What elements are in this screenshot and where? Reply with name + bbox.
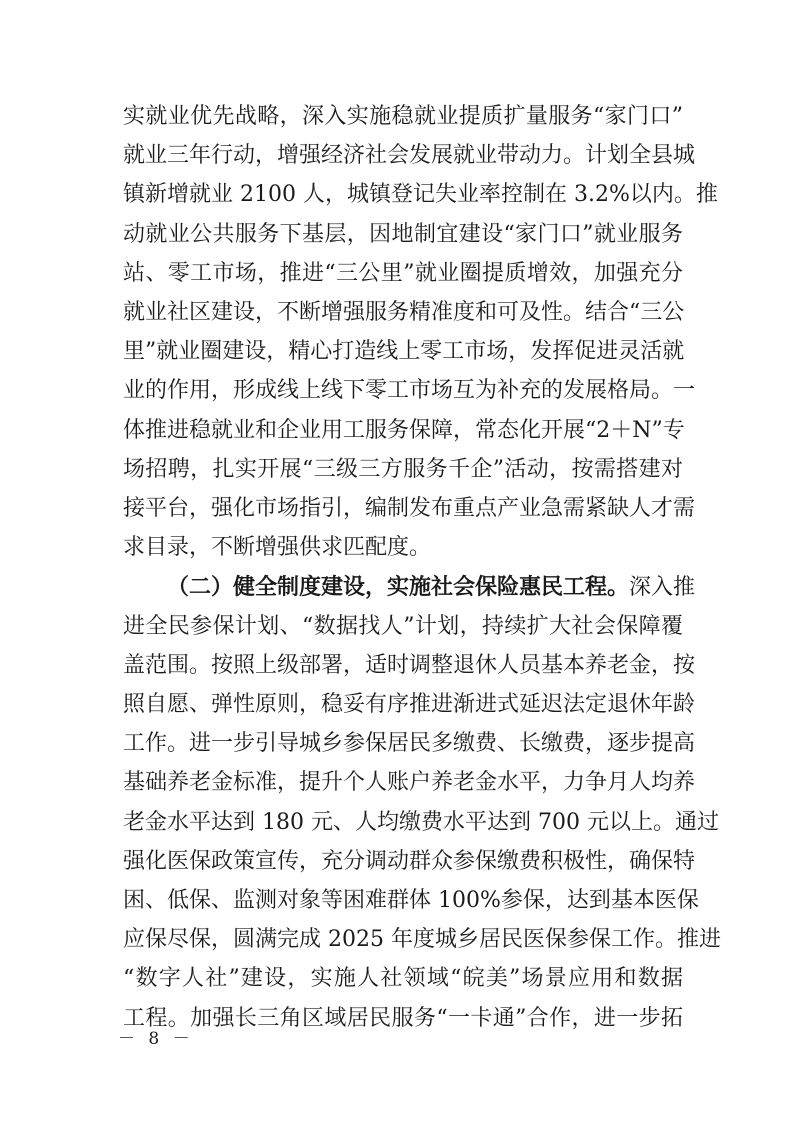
section-first-line (123, 569, 696, 605)
text-line: 就业社区建设，不断增强服务精准度和可及性。结合“三公 (123, 300, 685, 325)
text-line: 业的作用，形成线上线下零工市场互为补充的发展格局。一 (123, 378, 696, 403)
section-first-line-text: 深入推 (629, 575, 696, 600)
text-line: 工程。加强长三角区域居民服务“一卡通”合作，进一步拓 (123, 1006, 683, 1031)
section-heading: （二）健全制度建设，实施社会保险惠民工程。 (167, 574, 630, 600)
text-line: 体推进稳就业和企业用工服务保障，常态化开展“2＋N”专 (123, 418, 685, 443)
text-line: 工作。进一步引导城乡参保居民多缴费、长缴费，逐步提高 (123, 731, 696, 756)
text-line: 实就业优先战略，深入实施稳就业提质扩量服务“家门口” (123, 104, 683, 129)
text-line: 盖范围。按照上级部署，适时调整退休人员基本养老金，按 (123, 653, 696, 678)
text-line: 照自愿、弹性原则，稳妥有序推进渐进式延迟法定退休年龄 (123, 692, 696, 717)
text-line: 强化医保政策宣传，充分调动群众参保缴费积极性，确保特 (123, 849, 696, 874)
text-line: 动就业公共服务下基层，因地制宜建设“家门口”就业服务 (123, 222, 683, 247)
text-line: 站、零工市场，推进“三公里”就业圈提质增效，加强充分 (123, 261, 683, 286)
text-line: 进全民参保计划、“数据找人”计划，持续扩大社会保障覆 (123, 614, 683, 639)
text-line: 应保尽保，圆满完成 2025 年度城乡居民医保参保工作。推进 (123, 927, 721, 952)
text-line: 老金水平达到 180 元、人均缴费水平达到 700 元以上。通过 (123, 810, 719, 835)
text-line: 求目录，不断增强供求匹配度。 (123, 535, 432, 560)
page-number: － 8 － (118, 1029, 194, 1049)
text-line: 里”就业圈建设，精心打造线上零工市场，发挥促进灵活就 (123, 339, 685, 364)
text-line: 基础养老金标准，提升个人账户养老金水平，力争月人均养 (123, 770, 696, 795)
text-line: 镇新增就业 2100 人，城镇登记失业率控制在 3.2%以内。推 (123, 182, 718, 207)
text-line: 就业三年行动，增强经济社会发展就业带动力。计划全县城 (123, 143, 696, 168)
text-line: 场招聘，扎实开展“三级三方服务千企”活动，按需搭建对 (123, 457, 683, 482)
text-line: “数字人社”建设，实施人社领域“皖美”场景应用和数据 (123, 966, 683, 991)
text-line: 接平台，强化市场指引，编制发布重点产业急需紧缺人才需 (123, 496, 696, 521)
text-line: 困、低保、监测对象等困难群体 100%参保，达到基本医保 (123, 888, 699, 913)
